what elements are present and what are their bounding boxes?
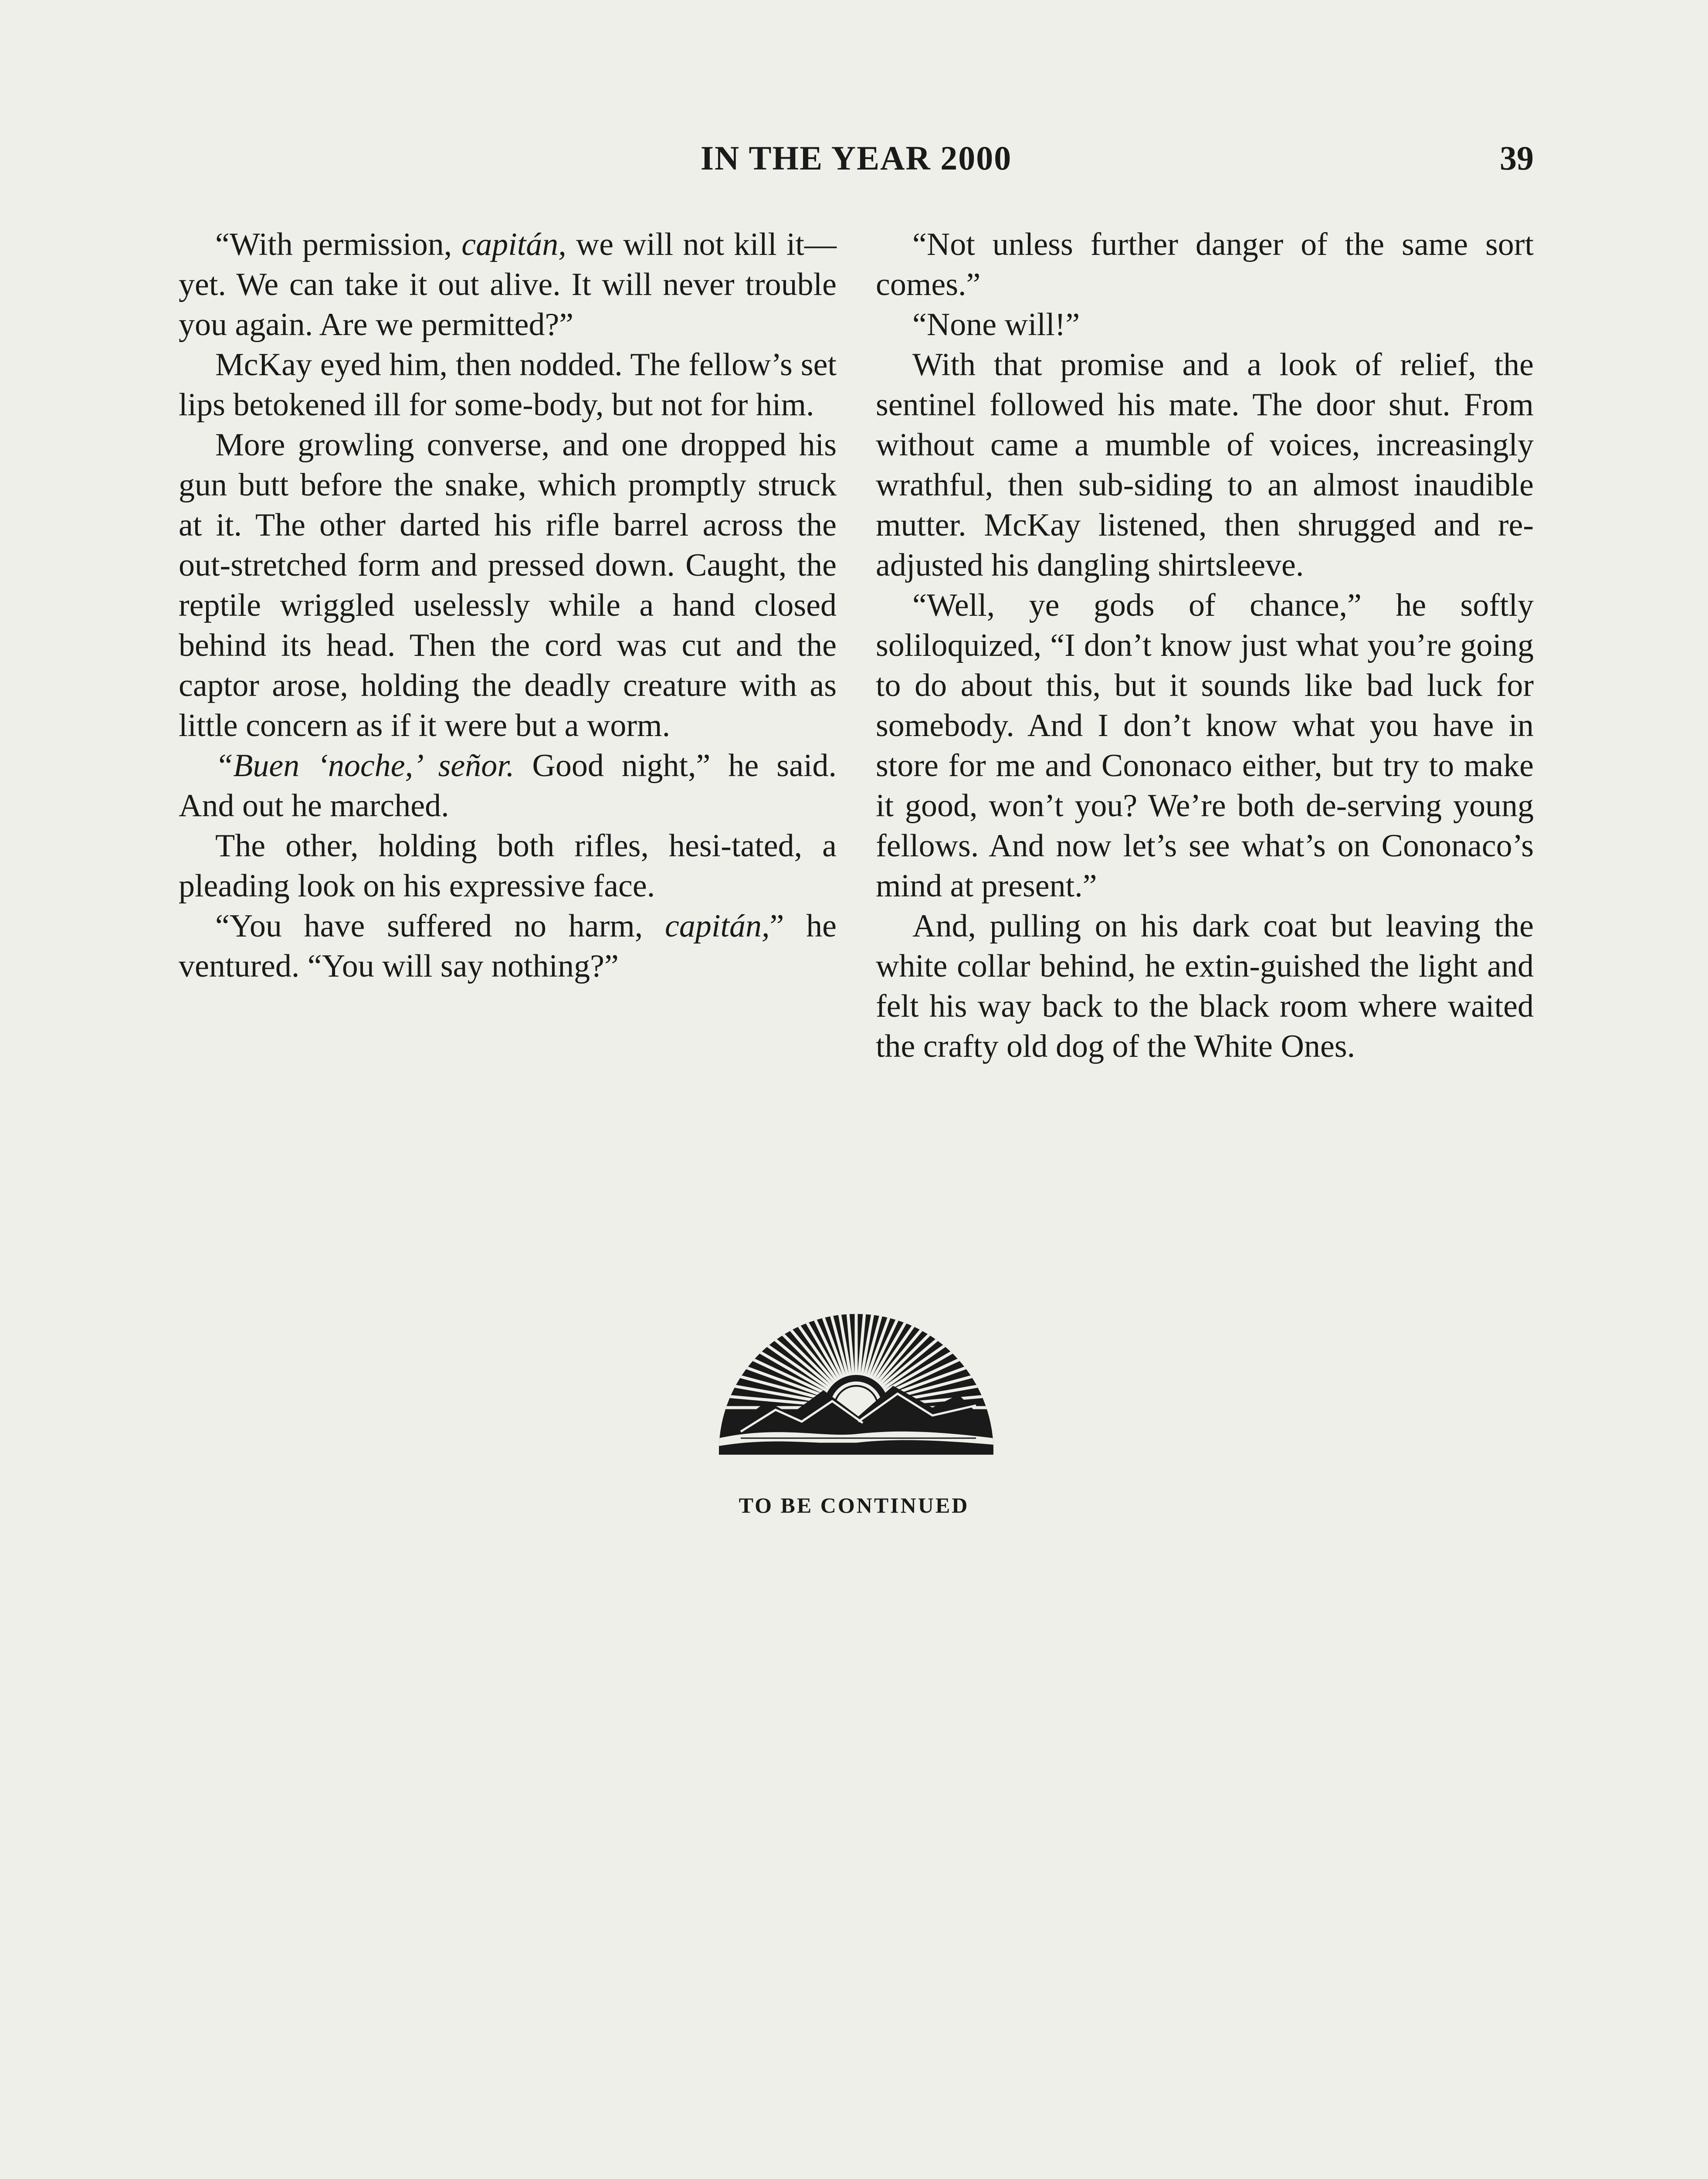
to-be-continued: TO BE CONTINUED [739, 1493, 969, 1517]
paragraph: And, pulling on his dark coat but leaving the white collar behind, he extin-guished the light and felt his way back to the black room where waited the crafty old dog of the White Ones. [876, 908, 1534, 1064]
right-column [876, 224, 1534, 1066]
paragraph: “You have suffered no harm, capitán,” he ventured. “You will say nothing?” [179, 908, 837, 984]
paragraph: With that promise and a look of relief, the sentinel followed his mate. The door shut. From without came a mumble of voices, increasingly wrathful, then sub-siding to an almost inaudible mutter. McKay listened, then shrugged and re-adjusted his dangling shirtsleeve. [876, 347, 1534, 583]
paragraph: “Not unless further danger of the same sort comes.” [876, 227, 1534, 302]
page-header [179, 139, 1534, 187]
sunrise-mountains-icon [715, 1307, 998, 1464]
left-column [179, 224, 837, 986]
paragraph: “With permission, capitán, we will not kill it—yet. We can take it out alive. It will never trouble you again. Are we permitted?” [179, 227, 837, 343]
paragraph: The other, holding both rifles, hesi-tated, a pleading look on his expressive face. [179, 828, 837, 904]
paragraph: McKay eyed him, then nodded. The fellow’s set lips betokened ill for some-body, but not for him. [179, 347, 837, 423]
paragraph: “Buen ‘noche,’ señor. Good night,” he said. And out he marched. [179, 748, 837, 824]
running-head: IN THE YEAR 2000 [700, 139, 1012, 177]
paragraph: “None will!” [912, 307, 1080, 343]
paragraph: More growling converse, and one dropped his gun butt before the snake, which promptly struck at it. The other darted his rifle barrel across the out-stretched form and pressed down. Caught, the reptile wriggled uselessly while a hand closed behind its head. Then the cord was cut and the captor arose, holding the deadly creature with as little concern as if it were but a worm. [179, 427, 837, 743]
page-number: 39 [1500, 139, 1534, 177]
paragraph: “Well, ye gods of chance,” he softly soliloquized, “I don’t know just what you’re going to do about this, but it sounds like bad luck for somebody. And I don’t know what you have in store for me and Cononaco either, but try to make it good, won’t you? We’re both de-serving young fellows. And now let’s see what’s on Cononaco’s mind at present.” [876, 587, 1534, 904]
